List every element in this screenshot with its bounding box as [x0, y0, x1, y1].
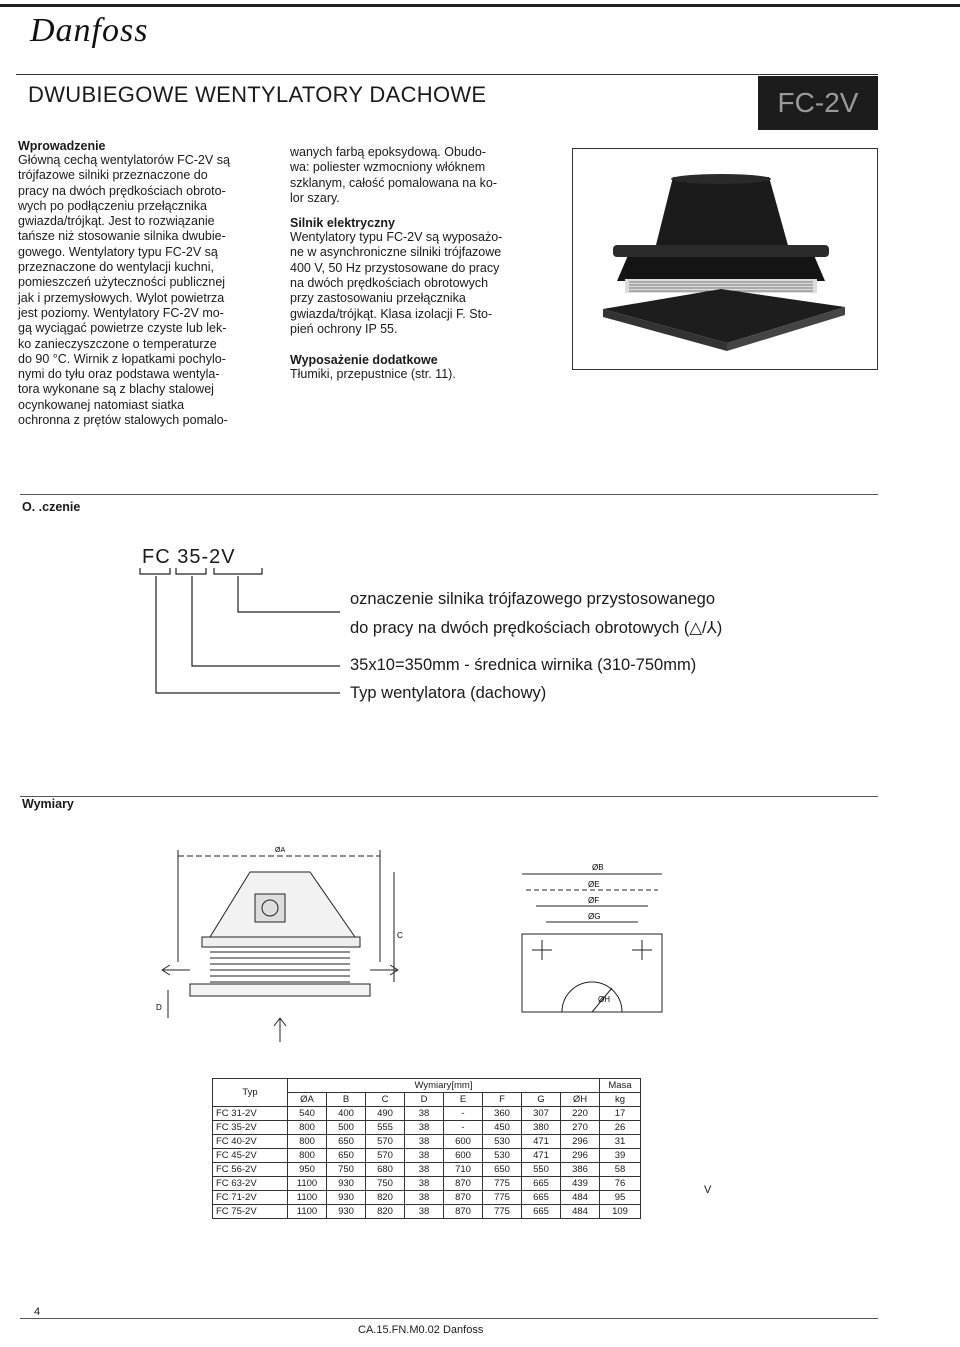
subheader-cell: kg — [600, 1093, 641, 1107]
table-cell: 570 — [366, 1135, 405, 1149]
motor-line: 400 V, 50 Hz przystosowane do pracy — [290, 260, 500, 275]
table-cell: 555 — [366, 1121, 405, 1135]
intro-line: gwiazda/trójkąt. Jest to rozwiązanie — [18, 214, 215, 229]
table-cell: 471 — [522, 1149, 561, 1163]
dimensions-table — [212, 1078, 641, 1219]
table-cell: - — [444, 1107, 483, 1121]
table-cell: 530 — [483, 1135, 522, 1149]
intro-line: Główną cechą wentylatorów FC-2V są — [18, 153, 230, 167]
legend-type: Typ wentylatora (dachowy) — [350, 684, 547, 702]
table-cell: 484 — [561, 1191, 600, 1205]
table-cell: 870 — [444, 1205, 483, 1219]
table-cell: 307 — [522, 1107, 561, 1121]
code-leader-lines — [130, 566, 350, 706]
table-row — [213, 1191, 641, 1205]
table-cell: 540 — [288, 1107, 327, 1121]
table-cell: 870 — [444, 1191, 483, 1205]
table-cell: 930 — [327, 1205, 366, 1219]
table-cell: 775 — [483, 1191, 522, 1205]
fan-photo — [572, 148, 878, 370]
document-reference: CA.15.FN.M0.02 Danfoss — [358, 1324, 484, 1336]
table-cell: 775 — [483, 1205, 522, 1219]
dimensions-heading: Wymiary — [22, 797, 74, 811]
table-row — [213, 1163, 641, 1177]
intro-line: trójfazowe silniki przeznaczone do — [18, 168, 208, 183]
table-cell: 38 — [405, 1205, 444, 1219]
table-cell: 930 — [327, 1177, 366, 1191]
table-cell: 95 — [600, 1191, 641, 1205]
page-title: DWUBIEGOWE WENTYLATORY DACHOWE — [28, 82, 487, 107]
table-cell: 109 — [600, 1205, 641, 1219]
table-cell: 26 — [600, 1121, 641, 1135]
subheader-cell: G — [522, 1093, 561, 1107]
table-cell: 650 — [327, 1135, 366, 1149]
top-border — [0, 4, 960, 7]
label-b: ØB — [592, 863, 604, 872]
label-g: ØG — [588, 912, 601, 921]
intro-line: tora wykonane są z blachy stalowej — [18, 382, 214, 397]
motor-heading: Silnik elektryczny — [290, 216, 395, 231]
side-mark: V — [704, 1184, 712, 1196]
table-cell: 650 — [327, 1149, 366, 1163]
table-cell: 750 — [366, 1177, 405, 1191]
motor-line: na dwóch prędkościach obrotowych — [290, 276, 489, 291]
table-cell: 1100 — [288, 1177, 327, 1191]
table-cell: 270 — [561, 1121, 600, 1135]
legend-motor-2: do pracy na dwóch prędkościach obrotowych (△/⅄) — [350, 619, 723, 637]
model-code: FC 35-2V — [142, 546, 236, 568]
table-cell: 38 — [405, 1191, 444, 1205]
table-cell: 471 — [522, 1135, 561, 1149]
table-cell: 400 — [327, 1107, 366, 1121]
table-row — [213, 1121, 641, 1135]
subheader-cell: B — [327, 1093, 366, 1107]
row-type-cell: FC 45-2V — [213, 1149, 288, 1163]
table-cell: 439 — [561, 1177, 600, 1191]
table-cell: 550 — [522, 1163, 561, 1177]
side-view-drawing — [150, 842, 420, 1062]
continuation-line: lor szary. — [290, 190, 340, 205]
table-cell: 38 — [405, 1177, 444, 1191]
row-type-cell: FC 40-2V — [213, 1135, 288, 1149]
subheader-cell: ØA — [288, 1093, 327, 1107]
table-cell: 775 — [483, 1177, 522, 1191]
table-cell: 500 — [327, 1121, 366, 1135]
legend-diameter: 35x10=350mm - średnica wirnika (310-750mm) — [350, 656, 697, 674]
table-cell: 38 — [405, 1121, 444, 1135]
intro-text — [18, 153, 280, 428]
table-cell: 600 — [444, 1149, 483, 1163]
danfoss-logo: Danfoss — [30, 12, 149, 49]
table-cell: 58 — [600, 1163, 641, 1177]
table-cell: 800 — [288, 1149, 327, 1163]
continuation-line: wa: poliester wzmocniony włóknem — [290, 160, 486, 175]
subheader-cell: D — [405, 1093, 444, 1107]
table-cell: 800 — [288, 1135, 327, 1149]
label-h: ØH — [598, 995, 610, 1004]
table-cell: 484 — [561, 1205, 600, 1219]
row-type-cell: FC 75-2V — [213, 1205, 288, 1219]
title-rule — [16, 74, 878, 75]
section-rule — [20, 494, 878, 495]
intro-line: tańsze niż stosowanie silnika dwubie- — [18, 229, 226, 244]
table-cell: 450 — [483, 1121, 522, 1135]
table-cell: 950 — [288, 1163, 327, 1177]
table-cell: 680 — [366, 1163, 405, 1177]
table-cell: 296 — [561, 1149, 600, 1163]
table-cell: 1100 — [288, 1205, 327, 1219]
table-cell: 665 — [522, 1191, 561, 1205]
intro-line: gowego. Wentylatory typu FC-2V są — [18, 244, 218, 259]
page-number: 4 — [34, 1306, 41, 1318]
label-a: ØA — [275, 847, 286, 854]
table-cell: 710 — [444, 1163, 483, 1177]
intro-line: jest poziomy. Wentylatory FC-2V mo- — [18, 305, 224, 320]
motor-text — [290, 230, 558, 337]
table-cell: 38 — [405, 1149, 444, 1163]
table-cell: 17 — [600, 1107, 641, 1121]
table-cell: 38 — [405, 1163, 444, 1177]
legend-motor-1: oznaczenie silnika trójfazowego przystosowanego — [350, 590, 716, 608]
col-type: Typ — [213, 1079, 288, 1107]
section-rule — [20, 796, 878, 797]
intro-line: nymi do tyłu oraz podstawa wentyla- — [18, 367, 220, 382]
table-cell: 820 — [366, 1205, 405, 1219]
table-cell: 31 — [600, 1135, 641, 1149]
intro-line: jak i przemysłowych. Wylot powietrza — [18, 290, 225, 305]
table-cell: 570 — [366, 1149, 405, 1163]
intro-line: ocynkowanej natomiast siatka — [18, 397, 185, 412]
table-cell: 530 — [483, 1149, 522, 1163]
label-f: ØF — [588, 896, 600, 905]
intro-line: ko zanieczyszczone o temperaturze — [18, 336, 217, 351]
table-cell: 38 — [405, 1135, 444, 1149]
accessories-heading: Wyposażenie dodatkowe — [290, 353, 438, 368]
motor-line: przy zastosowaniu przełącznika — [290, 291, 466, 306]
label-d: D — [156, 1003, 162, 1012]
intro-line: gą wyciągać powietrze czyste lub lek- — [18, 321, 227, 336]
intro-heading: Wprowadzenie — [18, 139, 106, 153]
intro-line: przeznaczone do wentylacji kuchni, — [18, 260, 214, 275]
table-cell: 870 — [444, 1177, 483, 1191]
accessories-text: Tłumiki, przepustnice (str. 11). — [290, 367, 456, 382]
table-row — [213, 1149, 641, 1163]
continuation-line: szklanym, całość pomalowana na ko- — [290, 175, 498, 190]
subheader-cell: F — [483, 1093, 522, 1107]
label-c: C — [397, 931, 403, 940]
table-cell: 665 — [522, 1177, 561, 1191]
table-cell: 39 — [600, 1149, 641, 1163]
table-cell: 665 — [522, 1205, 561, 1219]
table-cell: 930 — [327, 1191, 366, 1205]
table-row — [213, 1107, 641, 1121]
subheader-cell: C — [366, 1093, 405, 1107]
table-cell: - — [444, 1121, 483, 1135]
row-type-cell: FC 71-2V — [213, 1191, 288, 1205]
table-cell: 490 — [366, 1107, 405, 1121]
table-cell: 750 — [327, 1163, 366, 1177]
motor-line: ne w asynchroniczne silniki trójfazowe — [290, 245, 502, 260]
table-cell: 360 — [483, 1107, 522, 1121]
intro-line: wych po podłączeniu przełącznika — [18, 198, 207, 213]
table-cell: 220 — [561, 1107, 600, 1121]
row-type-cell: FC 31-2V — [213, 1107, 288, 1121]
footer-rule — [20, 1318, 878, 1319]
intro-line: do 90 °C. Wirnik z łopatkami pochylo- — [18, 351, 226, 366]
motor-line: Wentylatory typu FC-2V są wyposażo- — [290, 230, 503, 245]
col-mass: Masa — [600, 1079, 641, 1093]
model-badge: FC-2V — [758, 76, 878, 130]
table-cell: 386 — [561, 1163, 600, 1177]
row-type-cell: FC 63-2V — [213, 1177, 288, 1191]
intro-line: pracy na dwóch prędkościach obroto- — [18, 183, 226, 198]
table-cell: 820 — [366, 1191, 405, 1205]
dimensions-table-wrapper — [212, 1078, 641, 1219]
table-cell: 800 — [288, 1121, 327, 1135]
intro-section — [18, 139, 280, 428]
table-cell: 650 — [483, 1163, 522, 1177]
intro-line: ochronna z prętów stalowych pomalo- — [18, 413, 228, 428]
row-type-cell: FC 56-2V — [213, 1163, 288, 1177]
intro-line: pomieszczeń użyteczności publicznej — [18, 275, 226, 290]
table-cell: 76 — [600, 1177, 641, 1191]
table-cell: 296 — [561, 1135, 600, 1149]
table-row — [213, 1205, 641, 1219]
continuation-line: wanych farbą epoksydową. Obudo- — [290, 145, 486, 159]
table-cell: 600 — [444, 1135, 483, 1149]
table-row — [213, 1177, 641, 1191]
intro-continuation — [290, 145, 558, 206]
table-row — [213, 1135, 641, 1149]
description-section — [290, 145, 558, 383]
subheader-cell: ØH — [561, 1093, 600, 1107]
row-type-cell: FC 35-2V — [213, 1121, 288, 1135]
label-e: ØE — [588, 880, 600, 889]
motor-line: gwiazda/trójkąt. Klasa izolacji F. Sto- — [290, 306, 493, 321]
designation-heading: O. .czenie — [22, 500, 81, 514]
motor-line: pień ochrony IP 55. — [290, 321, 398, 336]
table-cell: 1100 — [288, 1191, 327, 1205]
base-view-drawing — [512, 860, 672, 1020]
table-cell: 38 — [405, 1107, 444, 1121]
table-cell: 380 — [522, 1121, 561, 1135]
col-dimensions: Wymiary[mm] — [288, 1079, 600, 1093]
subheader-cell: E — [444, 1093, 483, 1107]
